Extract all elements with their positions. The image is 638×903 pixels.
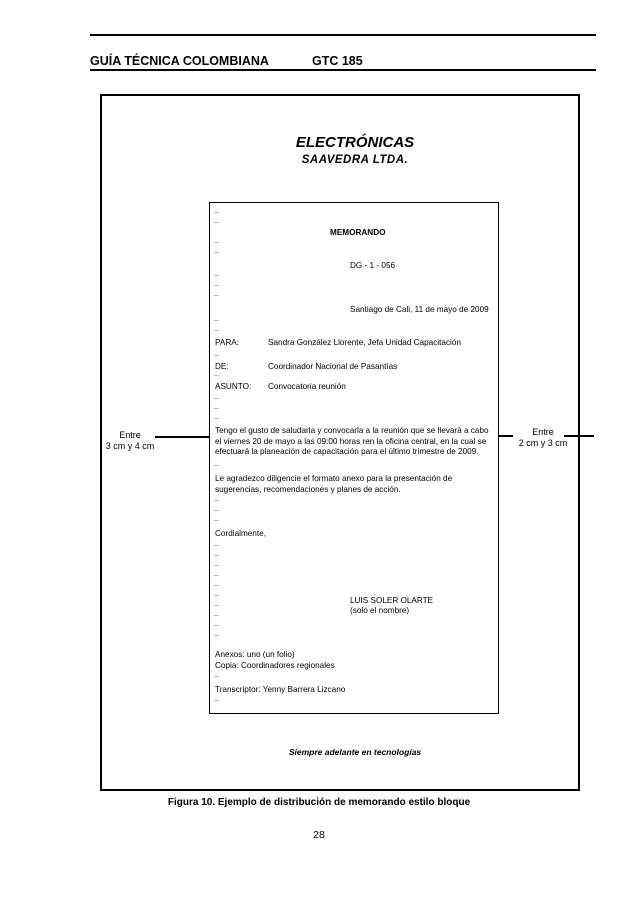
memo-closing: Cordialmente, bbox=[215, 529, 266, 538]
blank-line-marker bbox=[214, 700, 219, 701]
blank-line-marker bbox=[214, 252, 219, 253]
memo-transcriptor: Transcriptor: Yenny Barrera Lizcano bbox=[215, 685, 346, 694]
right-margin-line: 2 cm y 3 cm bbox=[518, 438, 568, 448]
memo-date: Santiago de Cali, 11 de mayo de 2009 bbox=[350, 305, 489, 314]
blank-line-marker bbox=[214, 355, 219, 356]
blank-line-marker bbox=[214, 500, 219, 501]
signer-name: LUIS SOLER OLARTE bbox=[350, 596, 434, 605]
header-top-rule bbox=[90, 34, 596, 36]
company-subtitle: SAAVEDRA LTDA. bbox=[301, 154, 409, 166]
company-slogan: Siempre adelante en tecnologías bbox=[288, 747, 422, 757]
blank-line-marker bbox=[214, 212, 219, 213]
memo-body-paragraph: Tengo el gusto de saludarla y convocarla a la reunión que se llevará a cabo el viernes 20 de mayo a las 09:00 horas ren la oficina central, en la cual se efectuará la planeación de capacitación para el último trimestre de 2009. bbox=[215, 426, 489, 456]
blank-line-marker bbox=[214, 408, 219, 409]
blank-line-marker bbox=[214, 595, 219, 596]
left-margin-line: Entre bbox=[119, 430, 141, 440]
blank-line-marker bbox=[214, 275, 219, 276]
signer-note: (solo el nombre) bbox=[350, 606, 410, 615]
memo-title: MEMORANDO bbox=[330, 228, 386, 237]
blank-line-marker bbox=[214, 295, 219, 296]
left-margin-annotation bbox=[104, 430, 156, 452]
blank-line-marker bbox=[214, 545, 219, 546]
header-bottom-rule bbox=[90, 69, 596, 71]
blank-line-marker bbox=[214, 242, 219, 243]
blank-line-marker bbox=[214, 398, 219, 399]
blank-line-marker bbox=[214, 465, 219, 466]
blank-line-marker bbox=[214, 615, 219, 616]
asunto-value: Convocatoria reunión bbox=[268, 382, 346, 391]
blank-line-marker bbox=[214, 222, 219, 223]
figure-caption: Figura 10. Ejemplo de distribución de memorando estilo bloque bbox=[167, 797, 471, 808]
blank-line-marker bbox=[214, 625, 219, 626]
blank-line-marker bbox=[214, 330, 219, 331]
blank-line-marker bbox=[214, 676, 219, 677]
blank-line-marker bbox=[214, 510, 219, 511]
right-margin-line: Entre bbox=[532, 427, 554, 437]
para-label: PARA: bbox=[215, 338, 239, 347]
memo-body-paragraph: Le agradezco diligencie el formato anexo para la presentación de sugerencias, recomendaciones y planes de acción. bbox=[215, 474, 453, 494]
header-title: GUÍA TÉCNICA COLOMBIANA bbox=[90, 54, 269, 68]
left-margin-line: 3 cm y 4 cm bbox=[105, 441, 155, 451]
right-margin-arrow-line bbox=[499, 435, 513, 437]
right-margin-arrow-line bbox=[564, 435, 594, 437]
memo-copia: Copia: Coordinadores regionales bbox=[215, 661, 335, 670]
memo-code: DG - 1 - 056 bbox=[350, 261, 396, 270]
blank-line-marker bbox=[214, 285, 219, 286]
right-margin-annotation bbox=[512, 427, 574, 449]
asunto-label: ASUNTO: bbox=[215, 382, 252, 391]
de-value: Coordinador Nacional de Pasantías bbox=[268, 362, 398, 371]
blank-line-marker bbox=[214, 605, 219, 606]
de-label: DE: bbox=[215, 362, 229, 371]
blank-line-marker bbox=[214, 418, 219, 419]
blank-line-marker bbox=[214, 555, 219, 556]
blank-line-marker bbox=[214, 635, 219, 636]
memo-anexos: Anexos: uno (un folio) bbox=[215, 650, 295, 659]
blank-line-marker bbox=[214, 320, 219, 321]
company-name: ELECTRÓNICAS bbox=[295, 134, 415, 151]
blank-line-marker bbox=[214, 565, 219, 566]
left-margin-arrow-line bbox=[155, 436, 209, 438]
blank-line-marker bbox=[214, 520, 219, 521]
header-code: GTC 185 bbox=[312, 54, 363, 68]
blank-line-marker bbox=[214, 375, 219, 376]
blank-line-marker bbox=[214, 585, 219, 586]
memo-frame bbox=[209, 202, 499, 714]
para-value: Sandra González Llorente, Jefa Unidad Capacitación bbox=[268, 338, 461, 347]
page-number: 28 bbox=[313, 829, 325, 841]
blank-line-marker bbox=[214, 575, 219, 576]
